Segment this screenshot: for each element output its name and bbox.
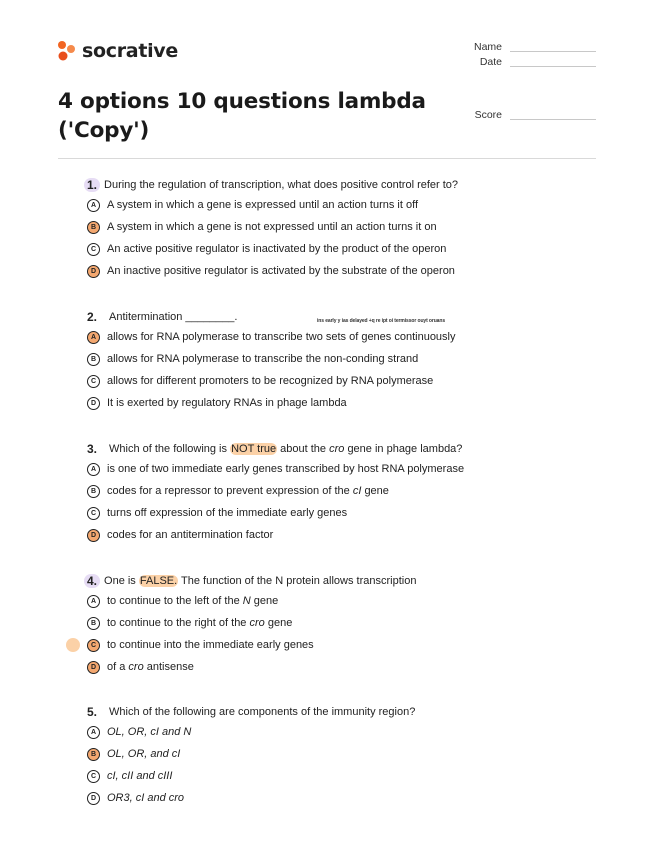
name-label: Name [473,41,502,53]
date-label: Date [479,56,502,68]
option-d[interactable] [87,787,547,809]
header-divider [58,158,596,159]
option-d[interactable] [87,656,547,678]
option-text: OR3, cI and cro [107,792,185,804]
option-text-part: to continue to the left of the [107,595,240,607]
option-letter-badge: D [87,265,100,278]
option-text: OL, OR, and cI [107,748,181,760]
selected-answer-marker [66,638,80,652]
option-a[interactable] [87,458,547,480]
option-letter-badge: C [87,639,100,652]
question-2 [87,308,547,414]
page-title: 4 options 10 questions lambda ('Copy') [58,89,426,143]
option-b[interactable] [87,348,547,370]
score-line[interactable] [510,110,596,120]
option-text: allows for RNA polymerase to transcribe the non-conding strand [107,353,419,365]
option-text: is one of two immediate early genes transcribed by host RNA polymerase [107,463,465,475]
option-letter-badge: A [87,331,100,344]
option-text: allows for RNA polymerase to transcribe two sets of genes continuously [107,331,456,343]
question-text-part: Which of the following is [109,443,227,455]
option-letter-badge: D [87,397,100,410]
option-letter-badge: C [87,507,100,520]
option-text: An inactive positive regulator is activated by the substrate of the operon [107,265,455,277]
option-text-italic: cro [128,661,144,673]
question-text [109,443,462,455]
option-c[interactable] [87,238,547,260]
option-letter-badge: A [87,726,100,739]
option-letter-badge: D [87,529,100,542]
question-number: 4. [84,574,100,588]
question-3 [87,440,547,546]
option-b[interactable] [87,612,547,634]
brand-name: socrative [82,40,178,62]
question-text-part: about the [280,443,327,455]
option-text-part: gene [253,595,279,607]
date-line[interactable] [510,57,596,67]
option-letter-badge: C [87,770,100,783]
name-line[interactable] [510,42,596,52]
option-d[interactable] [87,260,547,282]
date-field[interactable] [462,56,596,68]
option-letter-badge: A [87,595,100,608]
option-text-part: gene [267,617,293,629]
highlight: FALSE. [139,575,178,587]
question-number: 5. [87,705,98,719]
option-c[interactable] [87,634,547,656]
option-text [107,661,194,673]
option-letter-badge: A [87,463,100,476]
option-text [107,595,278,607]
option-b[interactable] [87,216,547,238]
socrative-logo [57,37,178,65]
score-field[interactable] [462,109,596,121]
option-text: codes for an antitermination factor [107,529,274,541]
option-a[interactable] [87,318,547,348]
option-text-italic: cI [352,485,362,497]
option-letter-badge: B [87,485,100,498]
question-text-part: One is [104,575,136,587]
socrative-logo-icon [57,39,77,63]
question-4 [87,572,547,678]
option-letter-badge: B [87,617,100,630]
question-header [87,572,547,590]
option-text: It is exerted by regulatory RNAs in phage lambda [107,397,347,409]
option-c[interactable] [87,370,547,392]
option-a[interactable] [87,590,547,612]
question-header [87,703,547,721]
question-header [87,176,547,194]
option-text-part: codes for a repressor to prevent expression of the [107,485,350,497]
option-text-part: of a [107,661,126,673]
option-text: An active positive regulator is inactivated by the product of the operon [107,243,447,255]
option-letter-badge: D [87,661,100,674]
question-text-italic: cro [329,443,345,455]
handwritten-annotation: ins early y ias delayed +q re ipt oi termissor ouyt oruans [317,318,445,324]
option-text-part: gene [364,485,389,497]
option-letter-badge: C [87,375,100,388]
option-text-part: to continue to the right of the [107,617,247,629]
option-letter-badge: B [87,748,100,761]
option-c[interactable] [87,502,547,524]
option-text [107,485,389,497]
option-text: OL, OR, cI and N [107,726,192,738]
option-text: A system in which a gene is not expressed until an action turns it on [107,221,437,233]
option-b[interactable] [87,743,547,765]
option-text: turns off expression of the immediate early genes [107,507,348,519]
question-text [104,575,416,587]
option-d[interactable] [87,392,547,414]
option-letter-badge: A [87,199,100,212]
question-text-part: The function of the N protein allows transcription [181,575,417,587]
option-text-italic: cro [249,617,265,629]
score-label: Score [474,109,502,121]
question-number: 3. [87,442,98,456]
question-5 [87,703,547,809]
option-b[interactable] [87,480,547,502]
option-a[interactable] [87,721,547,743]
option-letter-badge: D [87,792,100,805]
question-text-part: gene in phage lambda? [347,443,463,455]
question-text: Which of the following are components of the immunity region? [109,706,416,718]
option-text-part: antisense [146,661,194,673]
question-header [87,440,547,458]
option-text-italic: N [242,595,251,607]
option-text: A system in which a gene is expressed until an action turns it off [107,199,419,211]
option-text: allows for different promoters to be recognized by RNA polymerase [107,375,434,387]
option-text [107,617,292,629]
question-number: 2. [87,310,98,324]
option-d[interactable] [87,524,547,546]
option-text: to continue into the immediate early genes [107,639,314,651]
option-a[interactable] [87,194,547,216]
question-text: Antitermination ________. [109,311,238,323]
question-text: During the regulation of transcription, what does positive control refer to? [104,179,459,191]
question-number: 1. [84,178,100,192]
option-letter-badge: B [87,221,100,234]
name-field[interactable] [462,41,596,53]
question-1 [87,176,547,282]
option-c[interactable] [87,765,547,787]
highlight: NOT true [231,443,277,455]
option-letter-badge: B [87,353,100,366]
option-letter-badge: C [87,243,100,256]
option-text: cI, cII and cIII [107,770,173,782]
